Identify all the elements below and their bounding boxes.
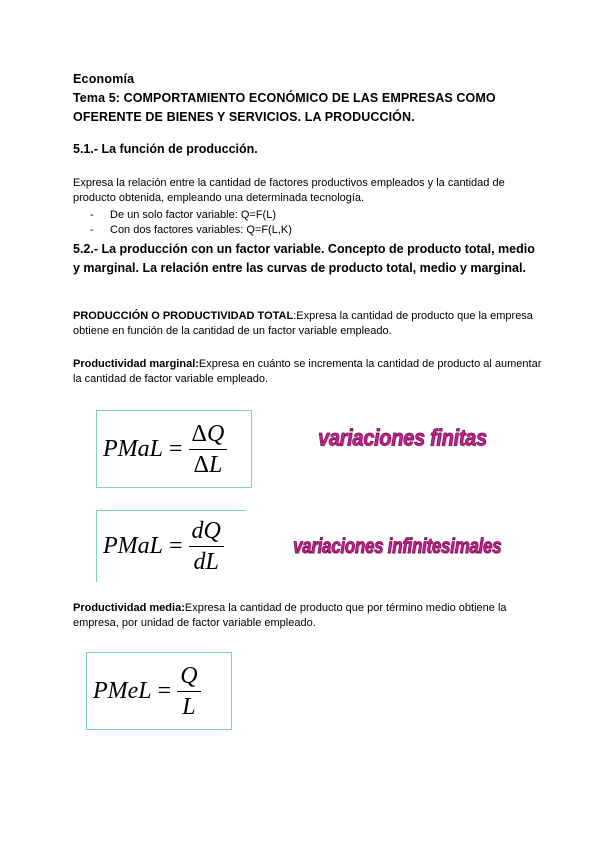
- list-item: [90, 208, 292, 223]
- total-productivity-label: PRODUCCIÓN O PRODUCTIVIDAD TOTAL: [73, 310, 294, 322]
- list-item-text: Con dos factores variables: Q=F(L,K): [110, 224, 292, 236]
- marginal-productivity-paragraph: [73, 357, 543, 387]
- total-productivity-paragraph: [73, 309, 543, 339]
- formula-denominator: [191, 450, 226, 479]
- formula-numerator: dQ: [189, 517, 224, 547]
- marginal-productivity-label: Productividad marginal:: [73, 358, 199, 370]
- wordart-variaciones-finitas: variaciones finitas: [318, 426, 487, 452]
- section-5-1-intro: Expresa la relación entre la cantidad de factores productivos empleados y la cantidad de producto obtenida, empleando una determinada tecnología.: [73, 177, 505, 204]
- formula-lhs: PMaL: [103, 533, 163, 559]
- marginal-productivity-text: Expresa en cuánto se incrementa la cantidad de producto al aumentar la cantidad de factor variable empleado.: [73, 358, 542, 385]
- formula-fraction: [189, 517, 224, 576]
- formula-equals: =: [169, 533, 183, 559]
- wordart-variaciones-infinitesimales: variaciones infinitesimales: [293, 534, 502, 558]
- pmal-finite-formula: [96, 410, 252, 488]
- section-5-1-heading: 5.1.- La función de producción.: [73, 142, 258, 156]
- formula-equals: =: [157, 677, 172, 704]
- section-5-2-heading: 5.2.- La producción con un factor variable. Concepto de producto total, medio y marginal. La relación entre las curvas de producto total, medio y marginal.: [73, 242, 535, 275]
- pmal-infinitesimal-formula: [96, 510, 246, 582]
- formula-fraction: [177, 662, 200, 721]
- average-productivity-paragraph: [73, 601, 543, 631]
- average-productivity-label: Productividad media:: [73, 602, 185, 614]
- total-productivity-text: :Expresa la cantidad de producto que la empresa obtiene en función de la cantidad de un factor variable empleado.: [73, 310, 533, 337]
- subject-title: Economía: [73, 72, 135, 86]
- average-productivity-text: Expresa la cantidad de producto que por término medio obtiene la empresa, por unidad de factor variable empleado.: [73, 602, 507, 629]
- production-function-list: [90, 208, 292, 238]
- formula-lhs: PMeL: [93, 677, 152, 704]
- formula-equals: =: [169, 435, 183, 462]
- denominator-var: L: [208, 451, 223, 478]
- bullet-dash: -: [90, 224, 94, 236]
- list-item-text: De un solo factor variable: Q=F(L): [110, 209, 276, 221]
- topic-heading: Tema 5: COMPORTAMIENTO ECONÓMICO DE LAS EMPRESAS COMO OFERENTE DE BIENES Y SERVICIOS. LA PRODUCCIÓN.: [73, 91, 496, 124]
- formula-denominator: L: [182, 693, 196, 720]
- formula-numerator: [189, 420, 228, 450]
- numerator-var: Q: [206, 420, 225, 447]
- pmel-formula: [86, 652, 232, 730]
- formula-denominator: dL: [193, 549, 219, 575]
- bullet-dash: -: [90, 209, 94, 221]
- formula-fraction: [189, 420, 228, 479]
- formula-numerator: Q: [177, 662, 200, 692]
- formula-lhs: PMaL: [103, 435, 163, 462]
- delta-symbol: Δ: [191, 420, 207, 447]
- list-item: [90, 223, 292, 238]
- delta-symbol: Δ: [193, 451, 209, 478]
